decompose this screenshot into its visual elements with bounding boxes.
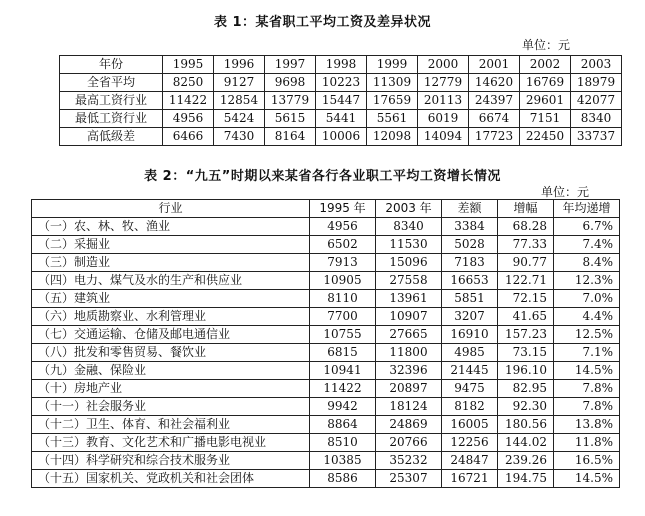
- table2-1995-value: 8510: [310, 434, 376, 452]
- table2-row: [32, 326, 620, 344]
- table1-cell: 5441: [316, 110, 367, 128]
- table1-year: 1996: [214, 56, 265, 74]
- table2-industry-name: （八）批发和零售贸易、餐饮业: [32, 344, 310, 362]
- table1-cell: 17723: [469, 128, 520, 146]
- table2-industry-name: （二）采掘业: [32, 236, 310, 254]
- table2-2003-value: 20766: [376, 434, 442, 452]
- table2-diff-value: 16005: [442, 416, 498, 434]
- table2-header-diff: 差额: [442, 200, 498, 218]
- table2-diff-value: 5028: [442, 236, 498, 254]
- table2-1995-value: 11422: [310, 380, 376, 398]
- table2-row: [32, 434, 620, 452]
- table2-growth-value: 180.56: [498, 416, 554, 434]
- table1-cell: 29601: [520, 92, 571, 110]
- table2-row: [32, 380, 620, 398]
- table2-annual-value: 8.4%: [554, 254, 620, 272]
- table2-row: [32, 398, 620, 416]
- table2-2003-value: 20897: [376, 380, 442, 398]
- table1-cell: 12098: [367, 128, 418, 146]
- table2-1995-value: 4956: [310, 218, 376, 236]
- table1-row-label: 高低级差: [60, 128, 163, 146]
- table1-row: [60, 74, 622, 92]
- table2-diff-value: 16653: [442, 272, 498, 290]
- table2-growth-value: 144.02: [498, 434, 554, 452]
- table1-cell: 15447: [316, 92, 367, 110]
- table2-header-row: [32, 200, 620, 218]
- table2-industry-name: （十四）科学研究和综合技术服务业: [32, 452, 310, 470]
- table1-cell: 10006: [316, 128, 367, 146]
- table2-growth-value: 92.30: [498, 398, 554, 416]
- table2-industry-name: （九）金融、保险业: [32, 362, 310, 380]
- table2-diff-value: 24847: [442, 452, 498, 470]
- table1-cell: 4956: [163, 110, 214, 128]
- table1-year: 1997: [265, 56, 316, 74]
- table1-cell: 14620: [469, 74, 520, 92]
- table1-year: 2002: [520, 56, 571, 74]
- table2-1995-value: 9942: [310, 398, 376, 416]
- table1-cell: 8340: [571, 110, 622, 128]
- table2-industry-name: （十二）卫生、体育、和社会福利业: [32, 416, 310, 434]
- table2-industry-name: （七）交通运输、仓储及邮电通信业: [32, 326, 310, 344]
- table2-1995-value: 10905: [310, 272, 376, 290]
- table2-diff-value: 8182: [442, 398, 498, 416]
- table2-industry-name: （一）农、林、牧、渔业: [32, 218, 310, 236]
- table2-annual-value: 13.8%: [554, 416, 620, 434]
- table2-header-1995: 1995 年: [310, 200, 376, 218]
- table2-annual-value: 4.4%: [554, 308, 620, 326]
- table2-annual-value: 12.3%: [554, 272, 620, 290]
- table1-cell: 16769: [520, 74, 571, 92]
- table1-year: 1995: [163, 56, 214, 74]
- table1-cell: 14094: [418, 128, 469, 146]
- table2-diff-value: 12256: [442, 434, 498, 452]
- table1-year: 1998: [316, 56, 367, 74]
- table2-2003-value: 24869: [376, 416, 442, 434]
- table2-industry-name: （三）制造业: [32, 254, 310, 272]
- table2-row: [32, 344, 620, 362]
- table1-cell: 10223: [316, 74, 367, 92]
- table2-row: [32, 470, 620, 488]
- table1-cell: 24397: [469, 92, 520, 110]
- table2-growth-value: 77.33: [498, 236, 554, 254]
- table1-cell: 7151: [520, 110, 571, 128]
- table2-row: [32, 452, 620, 470]
- table2-annual-value: 14.5%: [554, 362, 620, 380]
- table1-cell: 22450: [520, 128, 571, 146]
- table1-cell: 8250: [163, 74, 214, 92]
- table1-unit: 单位：元: [522, 38, 571, 52]
- table2-row: [32, 254, 620, 272]
- table1-cell: 9698: [265, 74, 316, 92]
- table2-1995-value: 8110: [310, 290, 376, 308]
- table1-cell: 42077: [571, 92, 622, 110]
- table2-diff-value: 3207: [442, 308, 498, 326]
- table2-2003-value: 27558: [376, 272, 442, 290]
- table1-year: 2000: [418, 56, 469, 74]
- table2-1995-value: 10755: [310, 326, 376, 344]
- table2-industry-name: （四）电力、煤气及水的生产和供应业: [32, 272, 310, 290]
- table2-growth-value: 157.23: [498, 326, 554, 344]
- table2-row: [32, 236, 620, 254]
- table2-1995-value: 6502: [310, 236, 376, 254]
- table1-header-label: 年份: [60, 56, 163, 74]
- table2-growth-value: 68.28: [498, 218, 554, 236]
- table1-year: 1999: [367, 56, 418, 74]
- table2-diff-value: 3384: [442, 218, 498, 236]
- table2-2003-value: 8340: [376, 218, 442, 236]
- table2-annual-value: 7.8%: [554, 380, 620, 398]
- table1-cell: 9127: [214, 74, 265, 92]
- table2-annual-value: 12.5%: [554, 326, 620, 344]
- table1-cell: 11309: [367, 74, 418, 92]
- table1-row-label: 最高工资行业: [60, 92, 163, 110]
- table2-growth-value: 90.77: [498, 254, 554, 272]
- table1-cell: 13779: [265, 92, 316, 110]
- table1-cell: 12854: [214, 92, 265, 110]
- table2-growth-value: 82.95: [498, 380, 554, 398]
- table2-row: [32, 362, 620, 380]
- table2-unit: 单位：元: [541, 185, 590, 199]
- table2-diff-value: 9475: [442, 380, 498, 398]
- table1-row-label: 全省平均: [60, 74, 163, 92]
- table1-cell: 20113: [418, 92, 469, 110]
- table2-diff-value: 16721: [442, 470, 498, 488]
- table1-row: [60, 128, 622, 146]
- table2-diff-value: 21445: [442, 362, 498, 380]
- table1-row: [60, 92, 622, 110]
- table1-cell: 18979: [571, 74, 622, 92]
- table1-row: [60, 110, 622, 128]
- table1-cell: 33737: [571, 128, 622, 146]
- table2-1995-value: 10941: [310, 362, 376, 380]
- table1-cell: 11422: [163, 92, 214, 110]
- table2-industry-name: （十一）社会服务业: [32, 398, 310, 416]
- table2-annual-value: 7.1%: [554, 344, 620, 362]
- table2-growth-value: 41.65: [498, 308, 554, 326]
- table2-growth-value: 73.15: [498, 344, 554, 362]
- table2-1995-value: 8586: [310, 470, 376, 488]
- table2-header-2003: 2003 年: [376, 200, 442, 218]
- table2-growth-value: 194.75: [498, 470, 554, 488]
- table1-cell: 7430: [214, 128, 265, 146]
- table2-1995-value: 10385: [310, 452, 376, 470]
- table2-header-industry: 行业: [32, 200, 310, 218]
- table2-diff-value: 4985: [442, 344, 498, 362]
- table2-annual-value: 11.8%: [554, 434, 620, 452]
- table2-header-annual: 年均递增: [554, 200, 620, 218]
- table2-2003-value: 18124: [376, 398, 442, 416]
- table1-cell: 17659: [367, 92, 418, 110]
- table2-annual-value: 7.0%: [554, 290, 620, 308]
- table2-row: [32, 272, 620, 290]
- table1-cell: 6019: [418, 110, 469, 128]
- table1: [59, 55, 622, 146]
- table2-industry-name: （六）地质勘察业、水利管理业: [32, 308, 310, 326]
- table2-growth-value: 239.26: [498, 452, 554, 470]
- table2-row: [32, 218, 620, 236]
- table2-title: 表 2：“九五”时期以来某省各行各业职工平均工资增长情况: [144, 169, 501, 184]
- table2-row: [32, 416, 620, 434]
- table2-2003-value: 25307: [376, 470, 442, 488]
- table1-cell: 5561: [367, 110, 418, 128]
- table2-annual-value: 14.5%: [554, 470, 620, 488]
- table2-2003-value: 27665: [376, 326, 442, 344]
- table1-cell: 12779: [418, 74, 469, 92]
- table2-annual-value: 16.5%: [554, 452, 620, 470]
- table2-industry-name: （十三）教育、文化艺术和广播电影电视业: [32, 434, 310, 452]
- table2-growth-value: 72.15: [498, 290, 554, 308]
- table2-diff-value: 5851: [442, 290, 498, 308]
- table2-2003-value: 10907: [376, 308, 442, 326]
- table1-year: 2001: [469, 56, 520, 74]
- table2-1995-value: 7913: [310, 254, 376, 272]
- table2-diff-value: 7183: [442, 254, 498, 272]
- table2-diff-value: 16910: [442, 326, 498, 344]
- table2-2003-value: 13961: [376, 290, 442, 308]
- table2-row: [32, 290, 620, 308]
- table1-cell: 8164: [265, 128, 316, 146]
- table1-cell: 5424: [214, 110, 265, 128]
- table2-2003-value: 15096: [376, 254, 442, 272]
- table2-2003-value: 35232: [376, 452, 442, 470]
- table2-header-growth: 增幅: [498, 200, 554, 218]
- table2-growth-value: 196.10: [498, 362, 554, 380]
- table1-year: 2003: [571, 56, 622, 74]
- table2-1995-value: 6815: [310, 344, 376, 362]
- table2-row: [32, 308, 620, 326]
- table1-cell: 6674: [469, 110, 520, 128]
- table2-1995-value: 8864: [310, 416, 376, 434]
- table1-row-label: 最低工资行业: [60, 110, 163, 128]
- table2-1995-value: 7700: [310, 308, 376, 326]
- table1-cell: 5615: [265, 110, 316, 128]
- table2-annual-value: 7.4%: [554, 236, 620, 254]
- table1-header-row: [60, 56, 622, 74]
- table2-industry-name: （五）建筑业: [32, 290, 310, 308]
- table2-growth-value: 122.71: [498, 272, 554, 290]
- table1-title: 表 1：某省职工平均工资及差异状况: [213, 15, 432, 30]
- table2: [31, 199, 620, 488]
- table2-2003-value: 11800: [376, 344, 442, 362]
- table2-annual-value: 6.7%: [554, 218, 620, 236]
- table2-2003-value: 32396: [376, 362, 442, 380]
- table1-cell: 6466: [163, 128, 214, 146]
- table2-industry-name: （十五）国家机关、党政机关和社会团体: [32, 470, 310, 488]
- table2-2003-value: 11530: [376, 236, 442, 254]
- table2-industry-name: （十）房地产业: [32, 380, 310, 398]
- table2-annual-value: 7.8%: [554, 398, 620, 416]
